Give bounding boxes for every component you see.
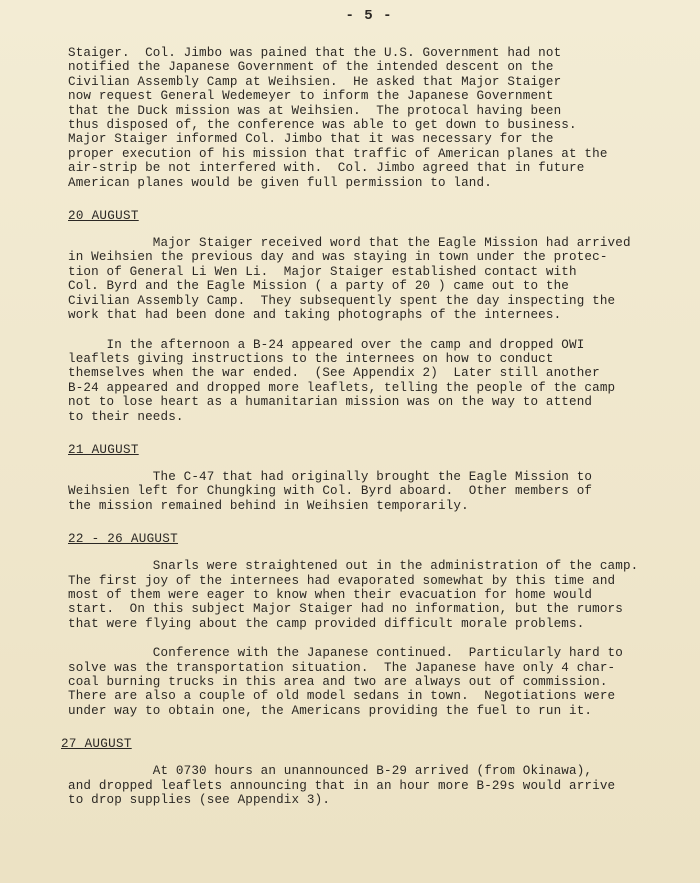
text-line: now request General Wedemeyer to inform the Japanese Government <box>68 89 554 104</box>
text-line: that were flying about the camp provided difficult morale problems. <box>68 616 585 631</box>
text-line: to drop supplies (see Appendix 3). <box>68 793 331 808</box>
text-line: coal burning trucks in this area and two are always out of commission. <box>68 675 608 689</box>
entry-paragraph <box>68 338 670 424</box>
text-line: The C-47 that had originally brought the Eagle Mission to <box>68 469 593 484</box>
section-heading-22-26-august: 22 - 26 AUGUST <box>68 532 179 547</box>
text-line: to their needs. <box>68 409 184 424</box>
intro-paragraph <box>68 46 670 190</box>
text-line: proper execution of his mission that traffic of American planes at the <box>68 146 608 161</box>
text-line: Conference with the Japanese continued. Particularly hard to <box>68 646 623 661</box>
text-line: that the Duck mission was at Weihsien. The protocal having been <box>68 103 562 118</box>
text-line: Major Staiger informed Col. Jimbo that it was necessary for the <box>68 132 554 147</box>
entry-paragraph <box>68 236 670 322</box>
text-line: in Weihsien the previous day and was staying in town under the protec- <box>68 250 608 265</box>
section-heading-27-august: 27 AUGUST <box>61 737 132 752</box>
text-line: solve was the transportation situation. The Japanese have only 4 char- <box>68 660 616 675</box>
text-line: Civilian Assembly Camp. They subsequently spent the day inspecting the <box>68 293 616 308</box>
text-line: In the afternoon a B-24 appeared over the camp and dropped OWI <box>68 337 585 352</box>
section-heading-20-august: 20 AUGUST <box>68 209 139 224</box>
text-line: Major Staiger received word that the Eagle Mission had arrived <box>68 236 631 251</box>
text-line: thus disposed of, the conference was able to get down to business. <box>68 118 577 133</box>
text-line: There are also a couple of old model sedans in town. Negotiations were <box>68 689 616 704</box>
text-line: under way to obtain one, the Americans providing the fuel to run it. <box>68 703 593 718</box>
text-line: leaflets giving instructions to the internees on how to conduct <box>68 351 554 366</box>
text-line: At 0730 hours an unannounced B-29 arrived (from Okinawa), <box>68 764 593 779</box>
text-line: and dropped leaflets announcing that in an hour more B-29s would arrive <box>68 778 616 793</box>
text-line: work that had been done and taking photographs of the internees. <box>68 308 562 323</box>
text-line: not to lose heart as a humanitarian mission was on the way to attend <box>68 395 593 410</box>
section-heading-21-august: 21 AUGUST <box>68 442 139 457</box>
entry-paragraph <box>68 470 670 513</box>
text-line: Snarls were straightened out in the administration of the camp. <box>68 559 639 574</box>
entry-paragraph <box>68 559 670 631</box>
text-line: themselves when the war ended. (See Appendix 2) Later still another <box>68 366 600 381</box>
text-line: air-strip be not interfered with. Col. Jimbo agreed that in future <box>68 161 585 176</box>
text-line: start. On this subject Major Staiger had no information, but the rumors <box>68 602 623 617</box>
text-line: Staiger. Col. Jimbo was pained that the U.S. Government had not <box>68 46 562 60</box>
text-line: B-24 appeared and dropped more leaflets, telling the people of the camp <box>68 380 616 395</box>
entry-paragraph <box>68 646 670 718</box>
text-line: notified the Japanese Government of the intended descent on the <box>68 60 554 75</box>
entry-paragraph <box>68 764 670 807</box>
text-line: tion of General Li Wen Li. Major Staiger established contact with <box>68 264 577 279</box>
text-line: American planes would be given full permission to land. <box>68 175 492 190</box>
text-line: Weihsien left for Chungking with Col. Byrd aboard. Other members of <box>68 484 593 499</box>
text-line: The first joy of the internees had evaporated somewhat by this time and <box>68 573 616 588</box>
text-line: the mission remained behind in Weihsien temporarily. <box>68 498 469 513</box>
text-line: most of them were eager to know when their evacuation for home would <box>68 587 593 602</box>
page-number: - 5 - <box>345 8 393 24</box>
text-line: Civilian Assembly Camp at Weihsien. He asked that Major Staiger <box>68 74 562 89</box>
text-line: Col. Byrd and the Eagle Mission ( a party of 20 ) came out to the <box>68 279 569 294</box>
